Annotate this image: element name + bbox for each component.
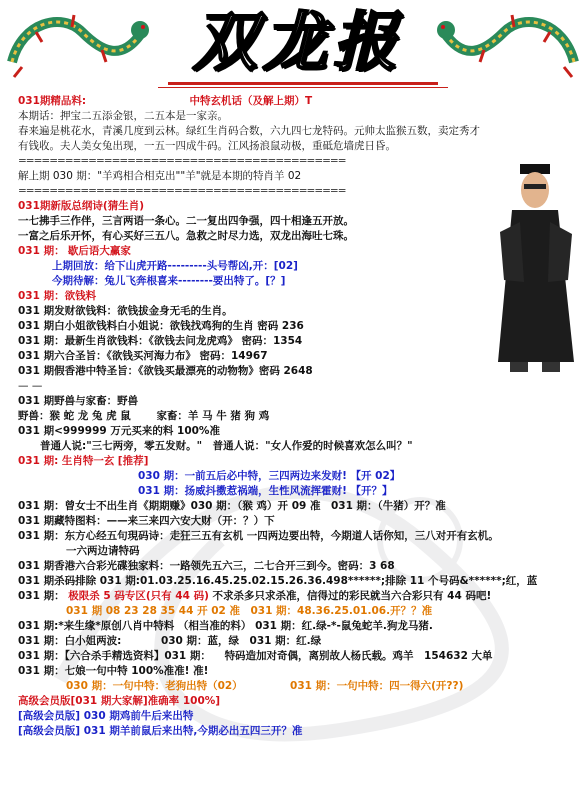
- text-segment: 031 期：白小姐两波:: [18, 635, 122, 647]
- line-34: [18, 589, 578, 604]
- text-segment: 特码造加对奇偶，离别故人杨氏载。鸡羊 154632 大单: [224, 650, 493, 662]
- section-title: 031期精品料:: [18, 95, 87, 107]
- text-segment: 野兽：猴 蛇 龙 兔 虎 鼠: [18, 410, 131, 422]
- text-line: 普通人说:"三七两旁，零五发财。" 普通人说："女人作爱的时候喜欢怎么叫？": [40, 440, 413, 452]
- header-banner: [0, 0, 586, 92]
- text-line: 031 期发财欲钱料：欲钱拔金身无毛的生肖。: [18, 305, 233, 317]
- section-title: 031 期：: [18, 245, 65, 257]
- separator: ==========================================: [18, 155, 346, 167]
- text-line: 今期待解：兔儿飞奔根喜来--------要出特了。[？]: [52, 275, 286, 287]
- text-line: 031 期 08 23 28 35 44 开 02 准 031 期：48.36.25.01.06.开？？准: [66, 605, 433, 617]
- separator: ==========================================: [18, 185, 346, 197]
- line-38: [18, 649, 578, 664]
- separator: — —: [18, 380, 43, 392]
- text-line: 一六两边请特码: [66, 545, 140, 557]
- line-25: [18, 454, 578, 469]
- line-11: [18, 244, 578, 259]
- text-segment: 不求杀多只求杀准，信得过的彩民就当六合彩只有 44 码吧!: [212, 590, 492, 602]
- main-content: [18, 94, 578, 739]
- text-line: 031 期：曾女士不出生肖《期期赚》030 期：（猴 鸡）开 09 准 031 期：（牛猪）开？准: [18, 500, 446, 512]
- section-title: 歇后语大赢家: [67, 245, 131, 257]
- text-segment: 031 期：【六合杀手精选资料】031 期：: [18, 650, 211, 662]
- text-line: 031 期野兽与家畜：野兽: [18, 395, 139, 407]
- section-title: 031 期: 生肖特一玄: [18, 455, 115, 467]
- text-line: 031 期<999999 万元买来的料 100%准: [18, 425, 220, 437]
- text-line: 031 期:*来生缘*原创八肖中特料 （相当准的料） 031 期：红.绿-*-鼠兔蛇羊.狗龙马猪.: [18, 620, 433, 632]
- dragon-left-image: [2, 2, 152, 84]
- text-line: 031 期：七娘一句中特 100%准准! 准!: [18, 665, 209, 677]
- recommend-tag: [推荐]: [117, 455, 149, 467]
- text-line: 解上期 030 期："羊鸡相合相克出""羊"就是本期的特肖羊 02: [18, 170, 302, 182]
- section-title: 高级会员版[031 期大家解]准确率 100%]: [18, 695, 221, 707]
- title-underline-thin: [158, 87, 448, 88]
- line-1: [18, 94, 578, 109]
- text-line: 春来遍是桃花水，青溪几度到云林。绿红生肖码合数，六九四七龙特码。元帅太监猴五数，卖定秀才: [18, 125, 480, 137]
- text-segment: 031 期：: [18, 590, 65, 602]
- line-22: [18, 409, 578, 424]
- text-line: 031 期六合圣旨：《欲钱买河海力布》 密码：14967: [18, 350, 268, 362]
- text-line: 031 期：最新生肖欲钱料：《欲钱去问龙虎鸡》 密码：1354: [18, 335, 303, 347]
- dragon-right-image: [434, 2, 584, 84]
- text-line: 有钱收。夫人美女兔出现，一五一四成牛码。江风扬浪鼠动极，重砥危墙虎日昏。: [18, 140, 396, 152]
- text-line: 本期话：押宝二五添金银，二五本是一家亲。: [18, 110, 228, 122]
- title-underline: [168, 82, 438, 85]
- text-line: [高级会员版] 030 期鸡前牛后来出特: [18, 710, 194, 722]
- page-title: 双龙报: [193, 5, 403, 80]
- text-line: 031 期白小姐欲钱料白小姐说：欲钱找鸡狗的生肖 密码 236: [18, 320, 304, 332]
- section-title: 031 期：欲钱料: [18, 290, 97, 302]
- text-line: 031 期藏特图料：——来三来四六安大财（开：？）下: [18, 515, 275, 527]
- text-segment: 031 期：一句中特：四一得六(开??): [290, 680, 464, 692]
- line-37: [18, 634, 578, 649]
- text-segment: 030 期：一句中特：老狗出特（02）: [66, 680, 243, 692]
- text-line: 上期回放：给下山虎开路---------头号帮凶,开：[02]: [52, 260, 298, 272]
- text-segment: 家畜：羊 马 牛 猪 狗 鸡: [156, 410, 270, 422]
- text-line: 031 期：东方心经五句現码诗：走狂三五有玄机 一四两边要出特，今期道人话你知，三八对开有玄机。: [18, 530, 499, 542]
- text-line: 一七拂手三作伴，三言两语一条心。二一复出四争强，四十相逢五开放。: [18, 215, 354, 227]
- text-line: [高级会员版] 031 期羊前鼠后来出特,今期必出五四三开？准: [18, 725, 303, 737]
- text-segment: 030 期：蓝，绿 031 期：红.绿: [160, 635, 322, 647]
- text-line: 030 期：一前五后必中特，三四两边来发财! 【开 02】: [138, 470, 401, 482]
- text-line: 031 期杀码排除 031 期:01.03.25.16.45.25.02.15.26.36.498******;排除 11 个号码&******;红，蓝: [18, 575, 538, 587]
- text-line: 031 期香港六合彩光碟独家料：一路领先五六三，二七合开三到今。密码：3 68: [18, 560, 395, 572]
- section-title: 中特玄机话（及解上期）T: [189, 95, 313, 107]
- text-line: 031 期：扬威抖擞惹祸端，生性风流挥霍财! 【开？】: [138, 485, 393, 497]
- line-40: [18, 679, 578, 694]
- text-line: 一富之后乐开怀，有心买好三五八。急救之时尽力选，双龙出海吐七珠。: [18, 230, 354, 242]
- text-line: 031 期假香港中特圣旨：《欲钱买最漂亮的动物物》密码 2648: [18, 365, 313, 377]
- section-title: 031期新版总纲诗(猜生肖): [18, 200, 145, 212]
- highlight-tag: 极限杀 5 码专区(只有 44 码): [68, 590, 209, 602]
